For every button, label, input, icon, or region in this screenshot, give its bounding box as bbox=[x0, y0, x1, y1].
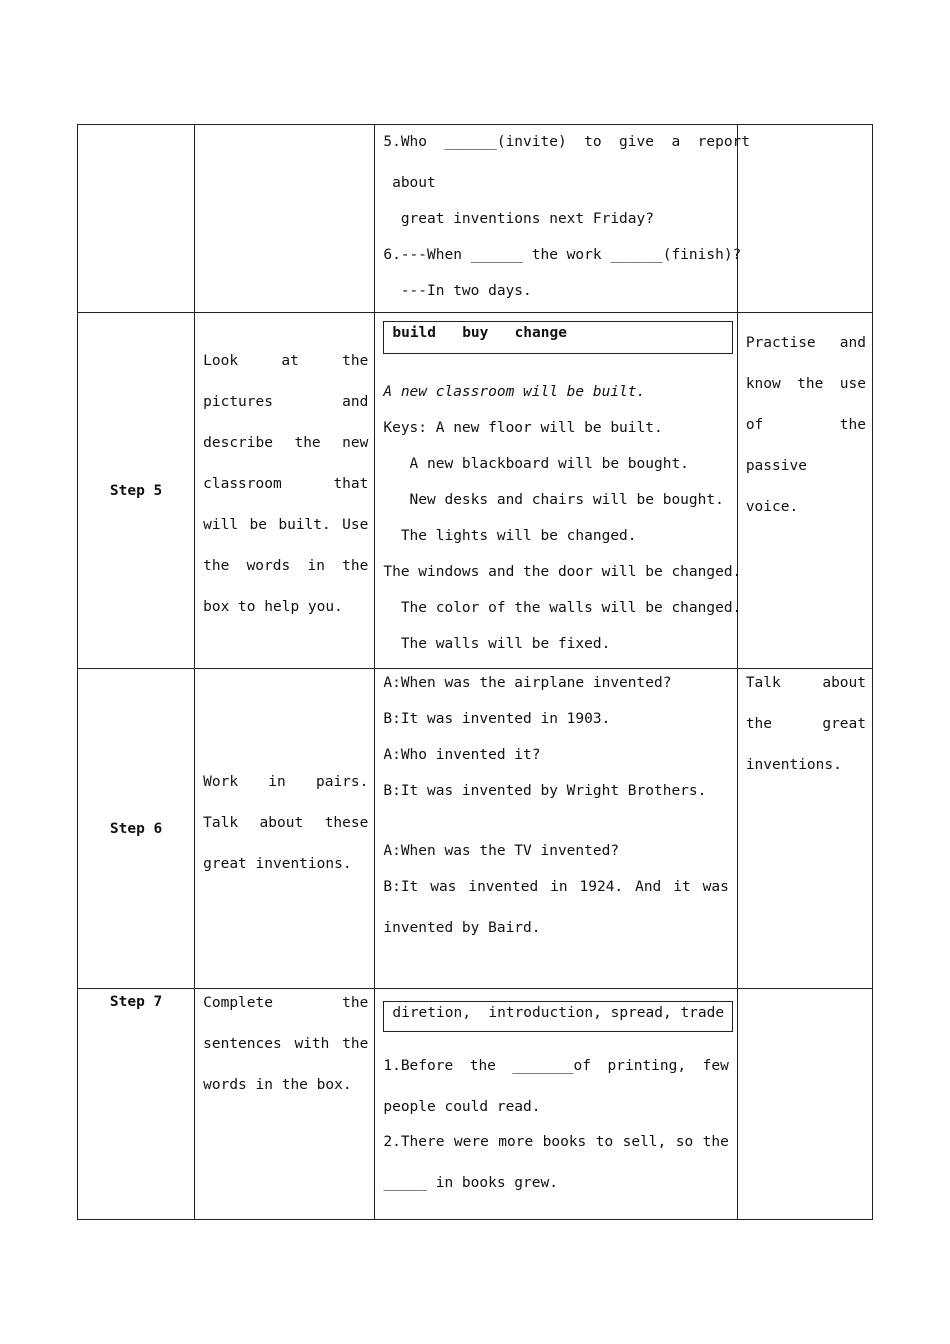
question-5-line-1: 5.Who ______(invite) to give a report bbox=[383, 134, 751, 150]
activity-text: Work in pairs. Talk about these great inventions. bbox=[203, 774, 369, 872]
sentence-1: 1.Before the _______of printing, few people could read. bbox=[383, 1058, 729, 1115]
key-line: Keys: A new floor will be built. bbox=[383, 420, 663, 436]
key-line: The windows and the door will be changed. bbox=[383, 564, 742, 580]
purpose-cell bbox=[737, 989, 872, 1220]
question-6-line-2: ---In two days. bbox=[383, 283, 532, 299]
dialogue-answer: B:It was invented in 1924. And it was invented by Baird. bbox=[383, 879, 729, 936]
purpose-cell bbox=[737, 313, 872, 669]
step-label: Step 5 bbox=[78, 313, 195, 669]
purpose-text: Talk about the great inventions. bbox=[745, 675, 866, 773]
activity-cell bbox=[195, 989, 375, 1220]
table-row bbox=[78, 313, 873, 669]
key-line: The color of the walls will be changed. bbox=[383, 600, 742, 616]
step-cell bbox=[78, 125, 195, 313]
word-box: diretion, introduction, spread, trade bbox=[383, 1001, 733, 1032]
activity-cell bbox=[195, 125, 375, 313]
lesson-plan-table bbox=[77, 124, 873, 1220]
table-row bbox=[78, 989, 873, 1220]
question-6-line-1: 6.---When ______ the work ______(finish)? bbox=[383, 247, 742, 263]
purpose-cell bbox=[737, 669, 872, 989]
dialogue-line: A:When was the TV invented? bbox=[383, 843, 620, 859]
step-label: Step 6 bbox=[78, 669, 195, 989]
table-row bbox=[78, 669, 873, 989]
activity-cell bbox=[195, 669, 375, 989]
key-line: A new blackboard will be bought. bbox=[383, 456, 689, 472]
word-box: build buy change bbox=[383, 321, 733, 354]
activity-text: Look at the pictures and describe the new classroom that will be built. Use the words in the box to help you. bbox=[203, 353, 369, 615]
key-line: New desks and chairs will be bought. bbox=[383, 492, 724, 508]
dialogue-line: B:It was invented in 1903. bbox=[383, 711, 611, 727]
sentence-2: 2.There were more books to sell, so the _____ in books grew. bbox=[383, 1134, 729, 1191]
content-cell bbox=[375, 989, 737, 1220]
dialogue-line: B:It was invented by Wright Brothers. bbox=[383, 783, 707, 799]
dialogue-line: A:Who invented it? bbox=[383, 747, 541, 763]
content-cell bbox=[375, 669, 737, 989]
key-line: The walls will be fixed. bbox=[383, 636, 611, 652]
content-cell bbox=[375, 313, 742, 669]
activity-cell bbox=[195, 313, 375, 669]
step-label: Step 7 bbox=[78, 989, 195, 1220]
example-sentence: A new classroom will be built. bbox=[383, 384, 646, 400]
question-5-line-2: about bbox=[383, 175, 436, 191]
table-row bbox=[78, 125, 873, 313]
purpose-cell bbox=[737, 125, 872, 313]
key-line: The lights will be changed. bbox=[383, 528, 637, 544]
question-5-line-3: great inventions next Friday? bbox=[383, 211, 654, 227]
activity-text: Complete the sentences with the words in the box. bbox=[203, 995, 369, 1093]
purpose-text: Practise and know the use of the passive voice. bbox=[745, 335, 866, 515]
content-cell bbox=[375, 125, 751, 313]
dialogue-line: A:When was the airplane invented? bbox=[383, 675, 672, 691]
